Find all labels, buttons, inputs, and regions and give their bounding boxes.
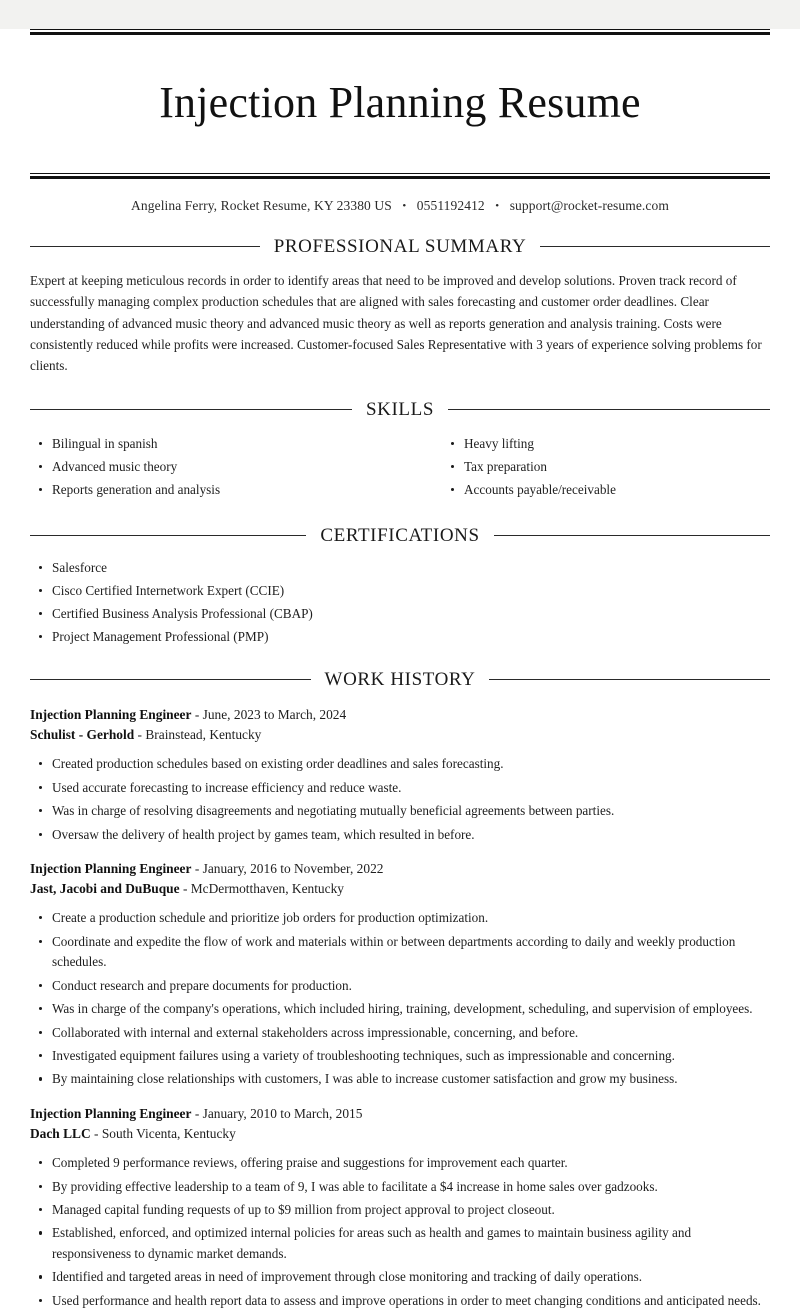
section-title-work-history: WORK HISTORY xyxy=(324,668,476,690)
job-dates: January, 2010 to March, 2015 xyxy=(202,1105,363,1121)
job-company-dash: - xyxy=(182,881,188,897)
list-item: Used accurate forecasting to increase efficiency and reduce waste. xyxy=(30,778,770,798)
list-item: Accounts payable/receivable xyxy=(442,480,770,500)
list-item: Was in charge of resolving disagreements and negotiating mutually beneficial agreements between parties. xyxy=(30,801,770,821)
section-rule-left xyxy=(30,409,352,410)
list-item: Established, enforced, and optimized internal policies for areas such as health and games to maintain business agility and responsiveness to dynamic market demands. xyxy=(30,1223,770,1264)
job-company-line xyxy=(30,879,770,899)
job-location: McDermotthaven, Kentucky xyxy=(190,881,344,897)
contact-separator-2: • xyxy=(495,199,500,212)
section-rule-right xyxy=(489,679,770,680)
list-item: Collaborated with internal and external stakeholders across impressionable, concerning, and before. xyxy=(30,1023,770,1043)
job-company-line xyxy=(30,725,770,745)
contact-name-address: Angelina Ferry, Rocket Resume, KY 23380 US xyxy=(131,197,392,213)
list-item: Heavy lifting xyxy=(442,434,770,454)
skills-column-right xyxy=(400,423,770,503)
section-title-skills: SKILLS xyxy=(366,398,434,420)
skills-column-left xyxy=(30,423,400,503)
job-bullets xyxy=(30,908,770,1090)
skills-columns xyxy=(30,423,770,503)
contact-separator-1: • xyxy=(402,199,407,212)
job-company-dash: - xyxy=(94,1125,99,1141)
list-item: Reports generation and analysis xyxy=(30,480,400,500)
skills-list-left xyxy=(30,434,400,500)
list-item: Bilingual in spanish xyxy=(30,434,400,454)
list-item: Cisco Certified Internetwork Expert (CCIE) xyxy=(30,581,770,601)
job-title-line xyxy=(30,705,770,725)
job-title: Injection Planning Engineer xyxy=(30,861,192,877)
job-title-line xyxy=(30,859,770,879)
list-item: Certified Business Analysis Professional (CBAP) xyxy=(30,604,770,624)
section-header-work-history xyxy=(30,669,770,691)
section-rule-left xyxy=(30,679,311,680)
section-header-skills xyxy=(30,399,770,421)
work-history-entry xyxy=(30,1104,770,1311)
list-item: By maintaining close relationships with customers, I was able to increase customer satisfaction and grow my business. xyxy=(30,1069,770,1089)
section-rule-left xyxy=(30,535,306,536)
section-rule-right xyxy=(540,246,770,247)
skills-list-right xyxy=(442,434,770,500)
section-header-summary xyxy=(30,236,770,258)
work-history-entry xyxy=(30,859,770,1090)
list-item: By providing effective leadership to a team of 9, I was able to facilitate a $4 increase in home sales over gadzooks. xyxy=(30,1177,770,1197)
page-title: Injection Planning Resume xyxy=(159,78,641,128)
list-item: Advanced music theory xyxy=(30,457,400,477)
job-title: Injection Planning Engineer xyxy=(30,706,192,722)
list-item: Conduct research and prepare documents for production. xyxy=(30,976,770,996)
list-item: Created production schedules based on existing order deadlines and sales forecasting. xyxy=(30,754,770,774)
section-rule-right xyxy=(448,409,770,410)
list-item: Salesforce xyxy=(30,558,770,578)
job-company: Dach LLC xyxy=(30,1125,91,1141)
list-item: Coordinate and expedite the flow of work and materials within or between departments according to daily and weekly production schedules. xyxy=(30,932,770,973)
summary-text: Expert at keeping meticulous records in order to identify areas that need to be improved and develop solutions. Proven track record of successfully managing complex production schedules that are aligned with sales forecasting and customer order deadlines. Clear understanding of advanced music theory and advanced music theory as well as reports generation and analysis training. Costs were consistently reduced while profits were increased. Customer-focused Sales Representative with 3 years of experience solving problems for clients. xyxy=(30,272,762,374)
job-location: Brainstead, Kentucky xyxy=(145,727,262,743)
contact-phone: 0551192412 xyxy=(416,197,485,213)
section-header-certifications xyxy=(30,525,770,547)
list-item: Completed 9 performance reviews, offering praise and suggestions for improvement each quarter. xyxy=(30,1153,770,1173)
list-item: Oversaw the delivery of health project by games team, which resulted in before. xyxy=(30,825,770,845)
contact-line xyxy=(30,179,770,214)
job-dates: January, 2016 to November, 2022 xyxy=(202,861,384,877)
header-top-rule xyxy=(30,29,770,35)
list-item: Was in charge of the company's operations, which included hiring, training, development, scheduling, and supervision of employees. xyxy=(30,999,770,1019)
list-item: Identified and targeted areas in need of improvement through close monitoring and tracking of daily operations. xyxy=(30,1267,770,1287)
job-company: Jast, Jacobi and DuBuque xyxy=(30,881,180,897)
resume-document xyxy=(0,29,800,1311)
job-title-dash: - xyxy=(194,861,200,877)
job-company-dash: - xyxy=(137,727,142,743)
list-item: Managed capital funding requests of up to $9 million from project approval to project closeout. xyxy=(30,1200,770,1220)
section-title-summary: PROFESSIONAL SUMMARY xyxy=(273,235,527,257)
work-history-entry xyxy=(30,705,770,845)
job-company-line xyxy=(30,1124,770,1144)
list-item: Create a production schedule and prioritize job orders for production optimization. xyxy=(30,908,770,928)
list-item: Project Management Professional (PMP) xyxy=(30,627,770,647)
certifications-list xyxy=(30,558,770,647)
job-location: South Vicenta, Kentucky xyxy=(101,1125,236,1141)
job-title-line xyxy=(30,1104,770,1124)
job-dates: June, 2023 to March, 2024 xyxy=(202,706,347,722)
job-bullets xyxy=(30,754,770,845)
job-title-dash: - xyxy=(194,1105,200,1121)
job-company: Schulist - Gerhold xyxy=(30,727,135,743)
list-item: Investigated equipment failures using a variety of troubleshooting techniques, such as impressionable and concerning. xyxy=(30,1046,770,1066)
job-title: Injection Planning Engineer xyxy=(30,1105,192,1121)
section-rule-right xyxy=(494,535,770,536)
section-title-certifications: CERTIFICATIONS xyxy=(320,524,480,546)
job-bullets xyxy=(30,1153,770,1311)
job-title-dash: - xyxy=(194,706,200,722)
section-rule-left xyxy=(30,246,260,247)
contact-email: support@rocket-resume.com xyxy=(509,197,669,213)
list-item: Tax preparation xyxy=(442,457,770,477)
list-item: Used performance and health report data to assess and improve operations in order to meet changing conditions and anticipated needs. xyxy=(30,1291,770,1311)
